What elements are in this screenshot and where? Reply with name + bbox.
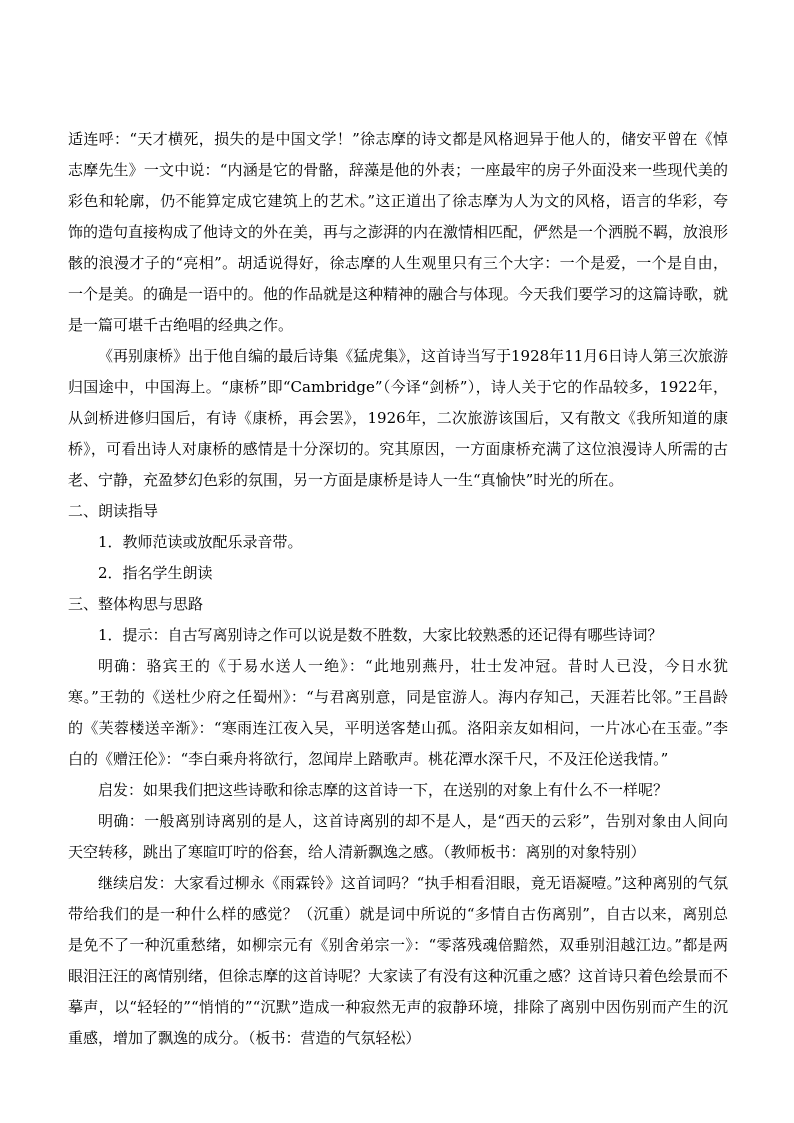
document-body <box>68 124 728 1054</box>
list-item-teacher-reading: 1．教师范读或放配乐录音带。 <box>98 533 303 551</box>
paragraph-background: 《再别康桥》出于他自编的最后诗集《猛虎集》，这首诗当写于1928年11月6日诗人第三次旅游归国途中，中国海上。“康桥”即“Cambridge”（今译“剑桥”），诗人关于它的作品较多，1922年，从剑桥进修归国后，有诗《康桥，再会罢》，1926年，二次旅游该国后，又有散文《我所知道的康桥》，可看出诗人对康桥的感情是十分深切的。究其原因，一方面康桥充满了这位浪漫诗人所需的古老、宁静，充盈梦幻色彩的氛围，另一方面是康桥是诗人一生“真愉快”时光的所在。 <box>68 347 728 489</box>
paragraph-continue-inspire: 继续启发：大家看过柳永《雨霖铃》这首词吗？“执手相看泪眼，竟无语凝噎。”这种离别的气氛带给我们的是一种什么样的感觉？（沉重）就是词中所说的“多情自古伤离别”，自古以来，离别总是免不了一种沉重愁绪，如柳宗元有《别舍弟宗一》：“零落残魂倍黯然，双垂别泪越江边。”都是两眼泪汪汪的离情别绪，但徐志摩的这首诗呢？大家读了有没有这种沉重之感？这首诗只着色绘景而不摹声，以“轻轻的”“悄悄的”“沉默”造成一种寂然无声的寂静环境，排除了离别中因伤别而产生的沉重感，增加了飘逸的成分。（板书：营造的气氛轻松） <box>68 874 729 1047</box>
paragraph-clarify-poems: 明确：骆宾王的《于易水送人一绝》：“此地别燕丹，壮士发冲冠。昔时人已没，今日水犹寒。”王勃的《送杜少府之任蜀州》：“与君离别意，同是宦游人。海内存知己，天涯若比邻。”王昌龄的《芙蓉楼送辛渐》：“寒雨连江夜入吴，平明送客楚山孤。洛阳亲友如相问，一片冰心在玉壶。”李白的《赠汪伦》：“李白乘舟将欲行，忽闻岸上踏歌声。桃花潭水深千尺，不及汪伦送我情。” <box>68 657 728 768</box>
list-item-student-reading: 2．指名学生朗读 <box>98 564 213 582</box>
section-heading-structure: 三、整体构思与思路 <box>68 595 204 613</box>
paragraph-inspire: 启发：如果我们把这些诗歌和徐志摩的这首诗一下，在送别的对象上有什么不一样呢？ <box>98 781 669 799</box>
paragraph-prompt: 1．提示：自古写离别诗之作可以说是数不胜数，大家比较熟悉的还记得有哪些诗词？ <box>98 626 663 644</box>
paragraph-intro-continued: 适连呼：“天才横死，损失的是中国文学！”徐志摩的诗文都是风格迥异于他人的，储安平曾在《悼志摩先生》一文中说：“内涵是它的骨骼，辞藻是他的外表；一座最牢的房子外面没来一些现代美的彩色和轮廓，仍不能算定成它建筑上的艺术。”这正道出了徐志摩为人为文的风格，语言的华彩，夸饰的造句直接构成了他诗文的外在美，再与之澎湃的内在激情相匹配，俨然是一个洒脱不羁，放浪形骸的浪漫才子的“亮相”。胡适说得好，徐志摩的人生观里只有三个大字：一个是爱，一个是自由，一个是美。的确是一语中的。他的作品就是这种精神的融合与体现。今天我们要学习的这篇诗歌，就是一篇可堪千古绝唱的经典之作。 <box>68 130 729 334</box>
section-heading-reading-guide: 二、朗读指导 <box>68 502 159 520</box>
paragraph-clarify-object: 明确：一般离别诗离别的是人，这首诗离别的却不是人，是“西天的云彩”，告别对象由人间向天空转移，跳出了寒暄叮咛的俗套，给人清新飘逸之感。（教师板书：离别的对象特别） <box>68 812 728 861</box>
